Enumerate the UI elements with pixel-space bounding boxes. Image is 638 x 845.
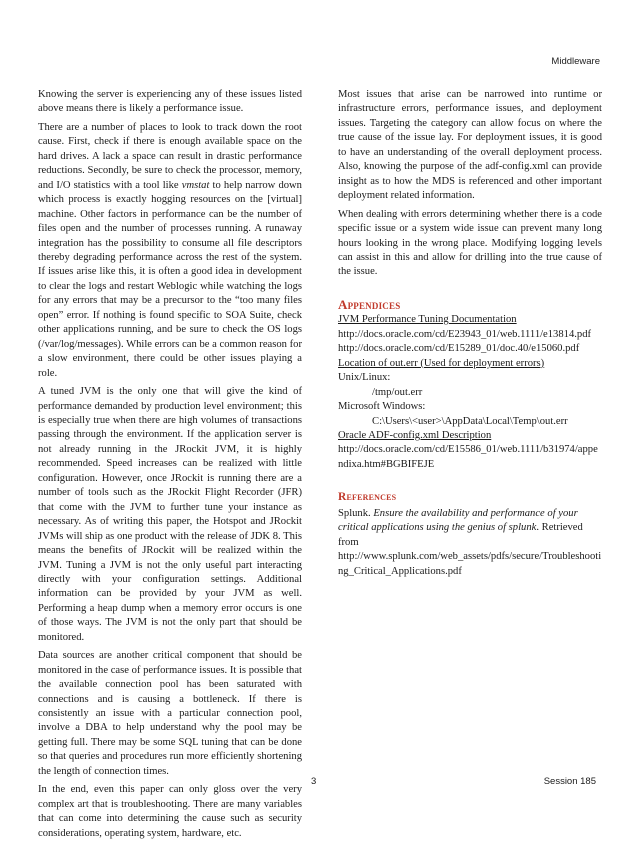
unix-path: /tmp/out.err [372, 386, 423, 398]
body-paragraph [38, 121, 302, 381]
body-paragraph: Knowing the server is experiencing any of these issues listed above means there is likely a performance issue. [38, 89, 302, 115]
body-paragraph: When dealing with errors determining whether there is a code specific issue or a system wide issue can prevent many long hours looking in the wrong place. Modifying logging levels can assist in this and allow for drilling into the true cause of the issue. [338, 208, 602, 278]
jvm-tuning-link[interactable]: JVM Performance Tuning Documentation [338, 314, 517, 326]
reference-title: Ensure the availability and performance of your critical applications using the genius of splunk [338, 507, 578, 534]
references-heading: References [338, 491, 397, 504]
reference-url[interactable]: http://www.splunk.com/web_assets/pdfs/secure/Troubleshooting_Critical_Applications.pdf [338, 551, 602, 577]
windows-label: Microsoft Windows: [338, 401, 426, 413]
body-text: to help narrow down which process is exactly hogging resources on the [virtual] machine. Other factors in performance can be the number of files open and the number of processes running. A runaway integration has the possibility to consume all file descriptors thereby degrading performance across the rest of the system. If issues arise like this, it is often a good idea in development to clear the logs and restart Weblogic while watching the logs for any errors that may be a precursor to the “too many files open” error. If nothing is found specific to SOA Suite, check other applications running, and be sure to check the OS logs (/var/log/messages). While errors can be a common reason for a slow environment, there could be other issues playing a role. [38, 179, 302, 379]
left-column [38, 88, 302, 845]
session-label: Session 185 [543, 776, 596, 787]
unix-label: Unix/Linux: [338, 372, 391, 384]
running-header: Middleware [551, 56, 600, 67]
appendices-heading: Appendices [338, 296, 401, 312]
reference-entry [338, 507, 602, 550]
reference-retrieved: . Retrieved from [338, 522, 583, 548]
windows-path: C:\Users\<user>\AppData\Local\Temp\out.err [372, 415, 568, 427]
out-err-location-link[interactable]: Location of out.err (Used for deployment errors) [338, 357, 545, 369]
reference-source: Splunk. [338, 507, 374, 519]
right-column [338, 88, 602, 579]
jvm-tuning-url[interactable]: http://docs.oracle.com/cd/E15289_01/doc.40/e15060.pdf [338, 343, 580, 355]
jvm-tuning-url[interactable]: http://docs.oracle.com/cd/E23943_01/web.1111/e13814.pdf [338, 328, 592, 340]
adf-config-link[interactable]: Oracle ADF-config.xml Description [338, 429, 492, 441]
body-text: There are a number of places to look to track down the root cause. First, check if there is enough available space on the hard drives. A lack a space can result in drastic performance reductions. Secondly, be sure to check the processor, memory, and I/O statistics with a tool like [38, 121, 302, 191]
body-paragraph: Most issues that arise can be narrowed into runtime or infrastructure errors, performance issues, and deployment issues. Targeting the category can allow focus on where the true cause of the issue lay. For deployment issues, it is good to have an understanding of the overall deployment process. Also, knowing the purpose of the adf-config.xml can provide insight as to how the MDS is referenced and other important deployment related information. [338, 89, 602, 202]
body-paragraph: A tuned JVM is the only one that will give the kind of performance demanded by production level environment; this is especially true when there are high volumes of transactions passing through the environment. If the application server is not already running in the JRockit JVM, it is highly recommended. Speed increases can be realized with little configuration. However, once JRockit is running there are a number of tools such as the JRockit Flight Recorder (JFR) that come with the JVM to further tune your instance as necessary. As of writing this paper, the Hotspot and JRockit JVMs will ship as one product with the release of JDK 8. This means the benefits of JRockit will be realized within the JVM. Tuning a JVM is not the only useful part interacting directly with your configuration settings. Additional information can be provided by your JVM as well. Performing a heap dump when a memory error occurs is one of those ways. The JVM is not the only part that should be monitored. [38, 386, 302, 643]
vmstat-term: vmstat [181, 179, 210, 191]
adf-config-url[interactable]: http://docs.oracle.com/cd/E15586_01/web.1111/b31974/appendixa.htm#BGBIFEJE [338, 444, 598, 470]
body-paragraph: In the end, even this paper can only gloss over the very complex art that is troubleshooting. There are many variables that can come into determining the cause such as security considerations, operating system, hardware, etc. [38, 784, 302, 839]
page-number: 3 [311, 776, 317, 787]
body-paragraph: Data sources are another critical component that should be monitored in the case of performance issues. It is possible that the available connection pool has been saturated with connections and is causing a bottleneck. If there is consistently an issue with a particular connection pool, involve a DBA to help understand why the pool may be getting full. There may be some SQL tuning that can be done so that queries and procedures run more efficiently shortening the length of connection times. [38, 650, 302, 777]
